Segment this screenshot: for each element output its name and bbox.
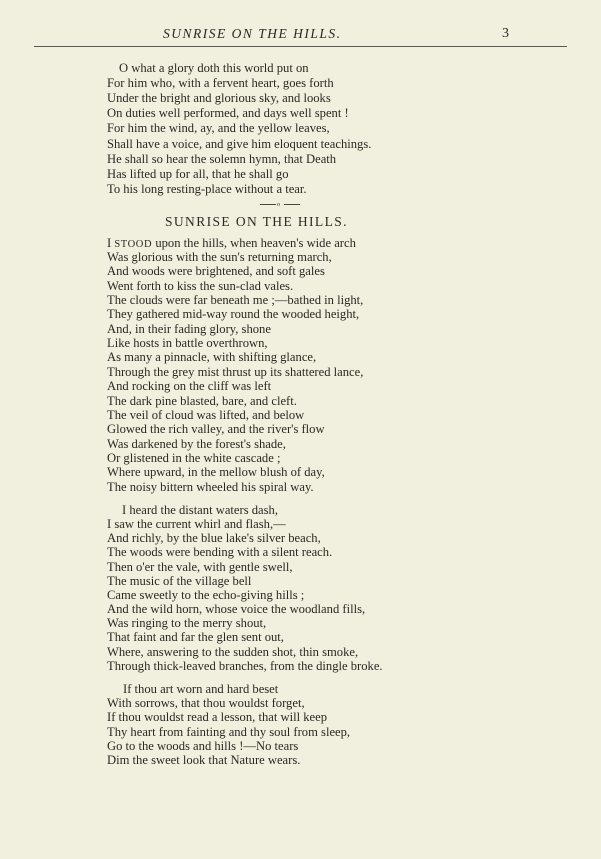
poem-line: Was glorious with the sun's returning march,	[107, 250, 332, 264]
header-rule	[34, 46, 567, 47]
poem-line: To his long resting-place without a tear.	[107, 181, 307, 196]
poem-title: SUNRISE ON THE HILLS.	[165, 214, 348, 229]
poem-line: Through the grey mist thrust up its shattered lance,	[107, 364, 364, 379]
running-title: SUNRISE ON THE HILLS.	[163, 26, 342, 41]
poem-line: Dim the sweet look that Nature wears.	[107, 753, 301, 767]
poem-line: And rocking on the cliff was left	[107, 379, 272, 394]
divider-bar-right	[284, 204, 300, 205]
poem-line: I saw the current whirl and flash,—	[107, 517, 286, 532]
poem-line: The music of the village bell	[107, 573, 252, 588]
poem-line: The woods were bending with a silent reach.	[107, 545, 333, 560]
poem-line: The noisy bittern wheeled his spiral way.	[107, 479, 314, 494]
divider-ornament: o	[277, 202, 280, 208]
poem-line: On duties well performed, and days well spent !	[107, 106, 349, 121]
poem-line: O what a glory doth this world put on	[119, 61, 309, 75]
poem-line: Was darkened by the forest's shade,	[107, 436, 286, 451]
poem-line: The veil of cloud was lifted, and below	[107, 407, 305, 422]
first-line-initial: I	[107, 236, 112, 250]
poem-first-line	[107, 236, 356, 250]
poem-line: Where upward, in the mellow blush of day,	[107, 465, 325, 480]
poem-line: And, in their fading glory, shone	[107, 321, 271, 336]
running-head	[0, 26, 601, 44]
poem-line: If thou art worn and hard beset	[123, 682, 279, 696]
poem-line: Shall have a voice, and give him eloquent teachings.	[107, 136, 372, 151]
poem-line: If thou wouldst read a lesson, that will keep	[107, 710, 327, 725]
first-line-rest: upon the hills, when heaven's wide arch	[152, 236, 356, 250]
poem-line: Went forth to kiss the sun-clad vales.	[107, 278, 294, 293]
poem-line: I heard the distant waters dash,	[122, 503, 278, 517]
poem-line: And woods were brightened, and soft gales	[107, 264, 325, 279]
poem-line: Was ringing to the merry shout,	[107, 616, 267, 631]
poem-line: Where, answering to the sudden shot, thin smoke,	[107, 644, 359, 659]
poem-line: And richly, by the blue lake's silver beach,	[107, 531, 321, 546]
poem-line: Or glistened in the white cascade ;	[107, 450, 281, 465]
poem-line: Thy heart from fainting and thy soul from sleep,	[107, 724, 351, 739]
poem-line: Then o'er the vale, with gentle swell,	[107, 559, 293, 574]
page-number: 3	[502, 26, 509, 41]
poem-line: They gathered mid-way round the wooded height,	[107, 307, 360, 322]
poem-line: As many a pinnacle, with shifting glance,	[107, 350, 317, 365]
poem-line: Through thick-leaved branches, from the dingle broke.	[107, 658, 383, 673]
poem-line: Go to the woods and hills !—No tears	[107, 738, 299, 753]
poem-line: Like hosts in battle overthrown,	[107, 336, 268, 351]
poem-line: For him who, with a fervent heart, goes forth	[107, 76, 334, 91]
poem-line: The dark pine blasted, bare, and cleft.	[107, 393, 297, 408]
poem-line: And the wild horn, whose voice the woodland fills,	[107, 602, 366, 617]
first-line-small-caps: STOOD	[114, 239, 153, 250]
poem-line: Glowed the rich valley, and the river's flow	[107, 422, 325, 437]
divider-bar-left	[260, 204, 276, 205]
poem-line: For him the wind, ay, and the yellow leaves,	[107, 121, 330, 136]
poem-line: He shall so hear the solemn hymn, that Death	[107, 151, 337, 166]
poem-line: Has lifted up for all, that he shall go	[107, 166, 289, 181]
poem-line: That faint and far the glen sent out,	[107, 630, 284, 645]
poem-line: The clouds were far beneath me ;—bathed in light,	[107, 293, 364, 308]
poem-line: Came sweetly to the echo-giving hills ;	[107, 587, 305, 602]
poem-line: With sorrows, that thou wouldst forget,	[107, 696, 305, 711]
poem-line: Under the bright and glorious sky, and looks	[107, 91, 331, 106]
section-divider	[260, 202, 300, 208]
